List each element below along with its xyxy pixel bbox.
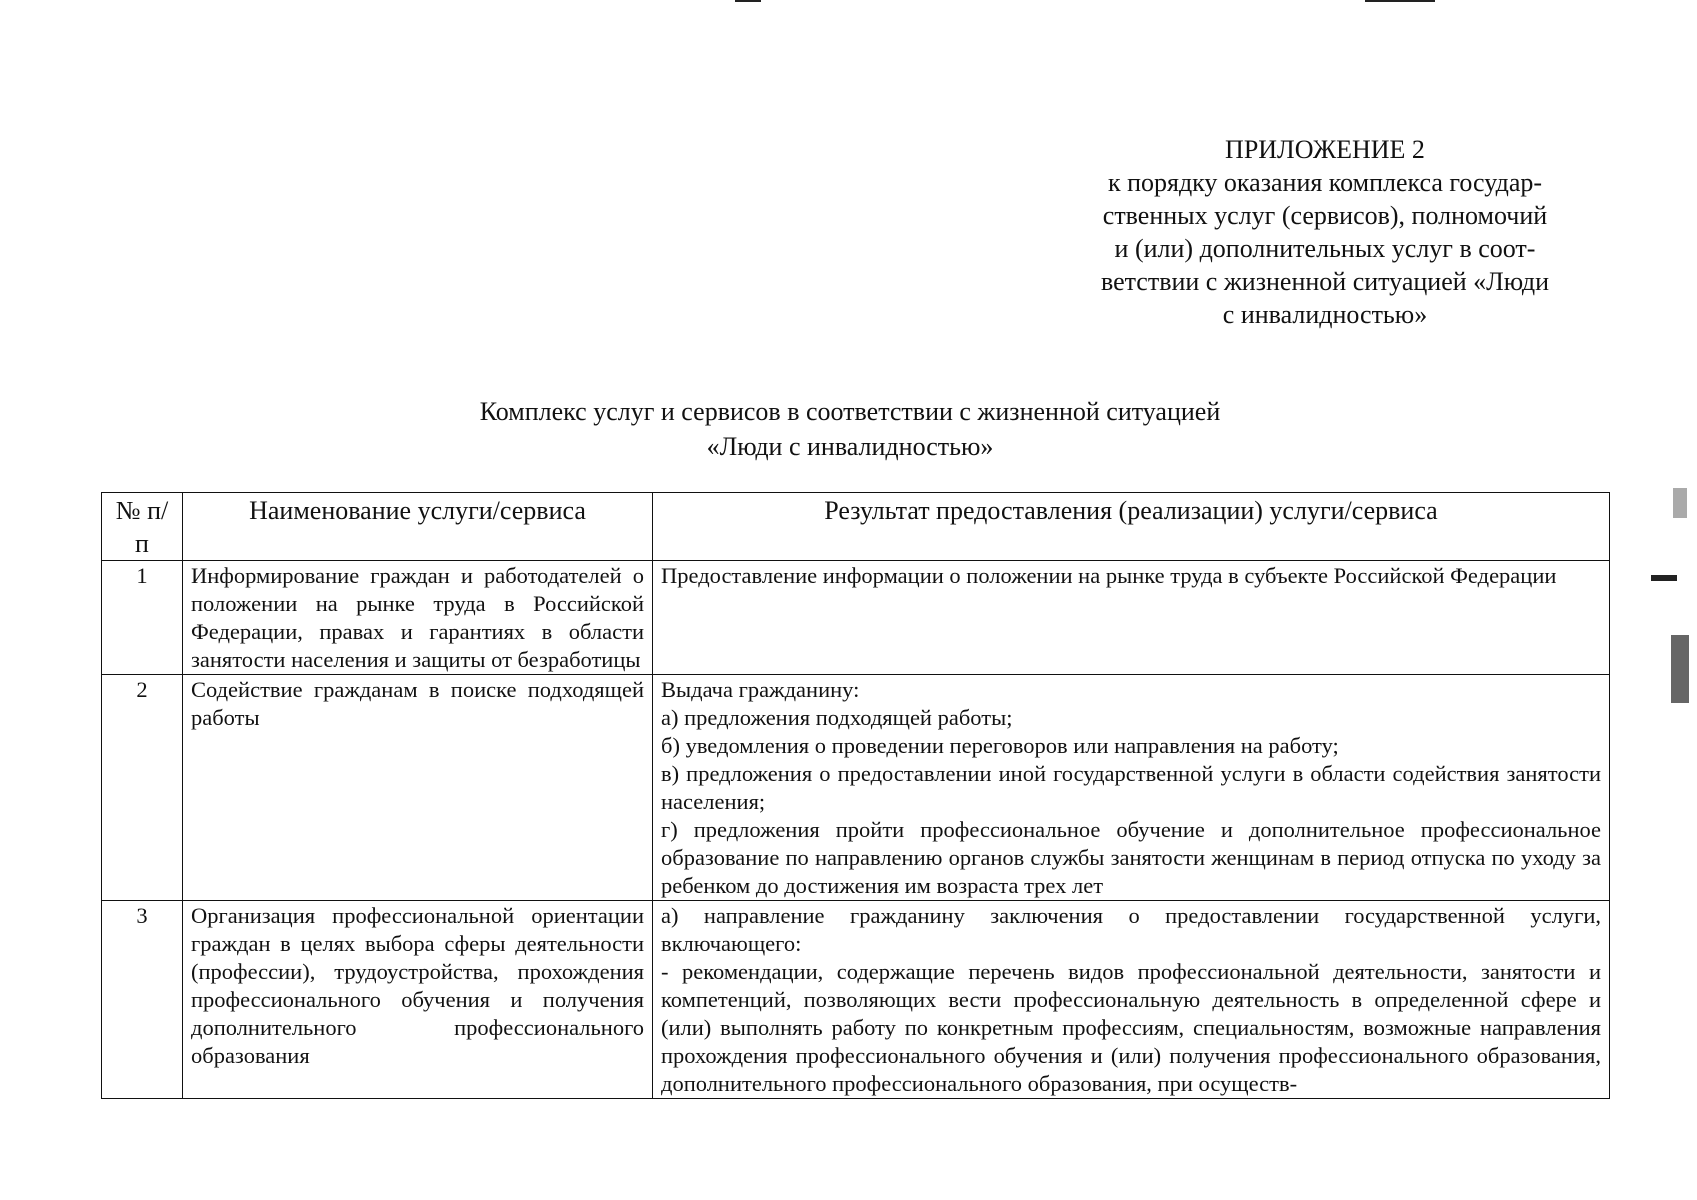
appendix-line: с инвалидностью» — [1222, 300, 1428, 329]
scan-mark-right-edge-3 — [1671, 635, 1689, 703]
result-line: в) предложения о предоставлении иной государственной услуги в области содействия занятости населения; — [661, 761, 1601, 814]
scan-mark-top-left — [735, 0, 761, 2]
table-row — [102, 901, 1610, 1099]
appendix-line: ветствии с жизненной ситуацией «Люди — [1100, 267, 1550, 296]
document-title-line-2: «Люди с инвалидностью» — [706, 432, 994, 461]
service-name: Содействие гражданам в поиске подходящей работы — [183, 675, 653, 901]
service-name: Организация профессиональной ориентации граждан в целях выбора сферы деятельности (профессии), трудоустройства, прохождения профессионального обучения и получения дополнительного профессионального образования — [183, 901, 653, 1099]
result-line: - рекомендации, содержащие перечень видов профессиональной деятельности, занятости и компетенций, позволяющих вести профессиональную деятельность в определенной сфере и (или) выполнять работу по конкретным профессиям, специальностям, возможные направления прохождения профессионального обучения и (или) получения профессионального образования, дополнительного профессионального образования, при осуществ- — [661, 959, 1601, 1096]
scan-mark-top-right — [1365, 0, 1435, 2]
result-line: б) уведомления о проведении переговоров или направления на работу; — [661, 733, 1339, 758]
row-number: 2 — [102, 675, 183, 901]
services-table — [101, 492, 1610, 1099]
service-result — [653, 901, 1610, 1099]
scan-mark-right-edge-1 — [1673, 488, 1687, 518]
result-line: а) предложения подходящей работы; — [661, 705, 1013, 730]
table-row — [102, 675, 1610, 901]
appendix-line: и (или) дополнительных услуг в соот- — [1114, 234, 1536, 263]
header-number: № п/п — [102, 493, 183, 561]
row-number: 1 — [102, 561, 183, 675]
document-title-line-1: Комплекс услуг и сервисов в соответствии с жизненной ситуацией — [479, 397, 1221, 426]
result-line: Выдача гражданину: — [661, 677, 860, 702]
appendix-line: ственных услуг (сервисов), полномочий — [1102, 201, 1548, 230]
service-result — [653, 561, 1610, 675]
row-number: 3 — [102, 901, 183, 1099]
result-line: Предоставление информации о положении на рынке труда в субъекте Российской Федерации — [661, 563, 1557, 588]
appendix-line: к порядку оказания комплекса государ- — [1107, 168, 1543, 197]
appendix-title: ПРИЛОЖЕНИЕ 2 — [1225, 135, 1425, 164]
document-title — [300, 394, 1400, 464]
service-name: Информирование граждан и работодателей о положении на рынке труда в Российской Федерации, правах и гарантиях в области занятости населения и защиты от безработицы — [183, 561, 653, 675]
header-name: Наименование услуги/сервиса — [183, 493, 653, 561]
result-line: а) направление гражданину заключения о предоставлении государственной услуги, включающего: — [661, 903, 1601, 956]
appendix-header — [1070, 133, 1580, 331]
result-line: г) предложения пройти профессиональное обучение и дополнительное профессиональное образование по направлению органов службы занятости женщинам в период отпуска по уходу за ребенком до достижения им возраста трех лет — [661, 817, 1601, 898]
header-result: Результат предоставления (реализации) услуги/сервиса — [653, 493, 1610, 561]
scan-mark-right-edge-2 — [1651, 575, 1677, 581]
table-header-row — [102, 493, 1610, 561]
table-row — [102, 561, 1610, 675]
service-result — [653, 675, 1610, 901]
